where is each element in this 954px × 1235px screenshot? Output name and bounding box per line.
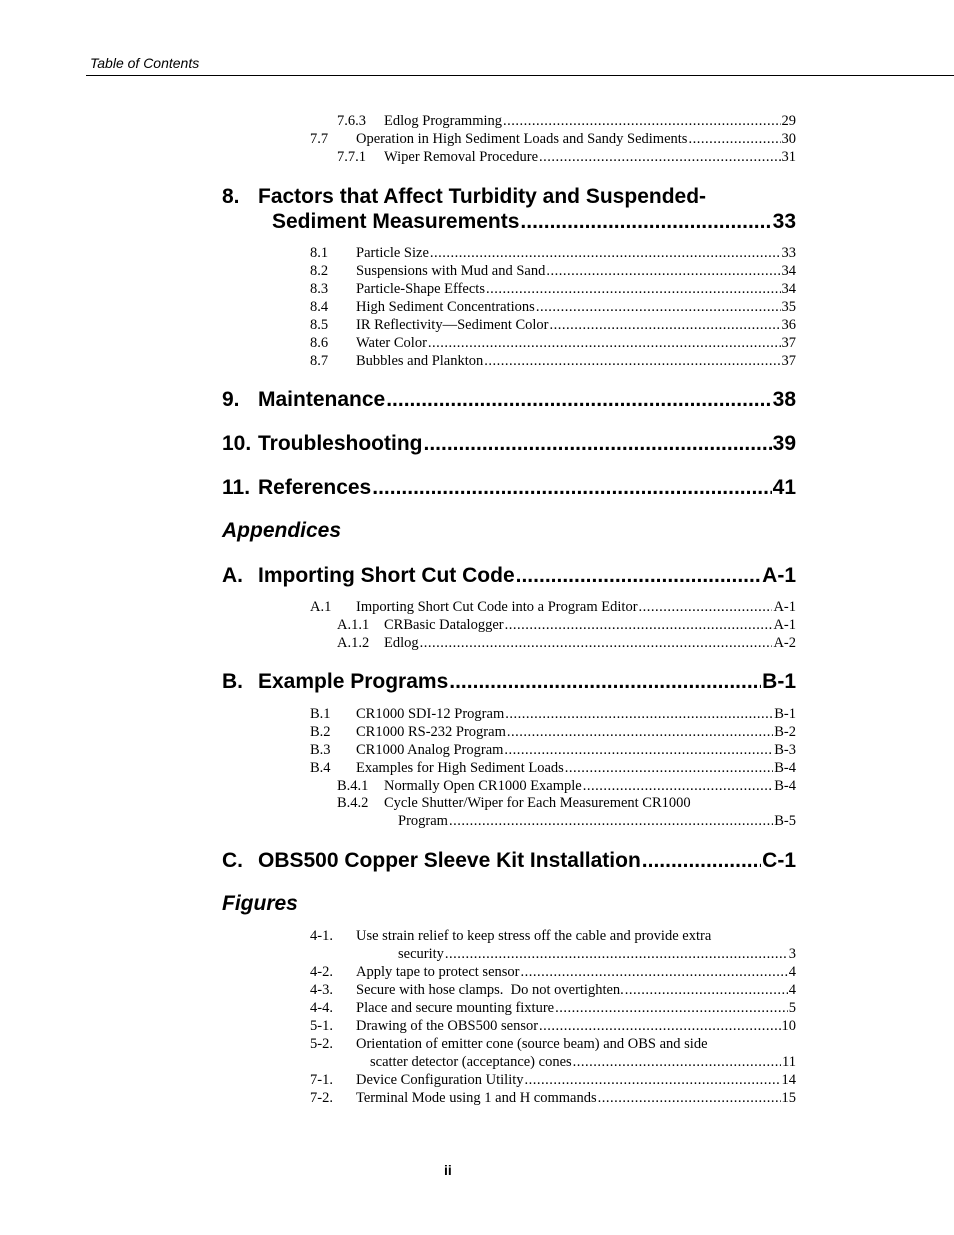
section-number: 9.	[222, 388, 240, 411]
leader-dots	[420, 634, 773, 652]
entry-title: Edlog	[384, 635, 419, 651]
figure-entry-multiline[interactable]	[310, 927, 711, 945]
toc-entry[interactable]	[337, 616, 796, 634]
entry-page: 14	[781, 1072, 796, 1088]
section-title: Factors that Affect Turbidity and Suspended-	[258, 185, 707, 208]
leader-dots	[565, 759, 773, 777]
leader-dots	[449, 669, 761, 695]
section-title: Maintenance	[258, 388, 386, 411]
entry-title: Importing Short Cut Code into a Program Editor	[356, 599, 638, 615]
entry-page: 30	[781, 131, 796, 147]
toc-entry[interactable]	[310, 723, 796, 741]
figure-entry[interactable]	[310, 1089, 796, 1107]
toc-entry[interactable]	[310, 280, 796, 298]
appendices-heading: Appendices	[222, 519, 342, 542]
entry-number: 8.2	[310, 263, 329, 279]
entry-page: B-2	[774, 724, 796, 740]
section-heading[interactable]	[222, 431, 796, 457]
entry-number: 8.6	[310, 335, 329, 351]
leader-dots	[639, 598, 773, 616]
entry-title-line1: Use strain relief to keep stress off the cable and provide extra	[356, 928, 712, 944]
section-number: 11.	[222, 476, 251, 499]
section-number: 10.	[222, 432, 252, 455]
section-number: B.	[222, 670, 243, 693]
entry-number: B.4.1	[337, 778, 369, 794]
toc-entry[interactable]	[310, 316, 796, 334]
entry-title-line1: Orientation of emitter cone (source beam) and OBS and side	[356, 1036, 708, 1052]
entry-number: 8.3	[310, 281, 329, 297]
entry-page: 31	[781, 149, 796, 165]
figure-entry-continuation[interactable]	[398, 945, 796, 963]
leader-dots	[430, 244, 781, 262]
entry-page: 11	[782, 1054, 796, 1070]
leader-dots	[625, 981, 788, 999]
section-page: A-1	[762, 564, 796, 587]
entry-title: Particle Size	[356, 245, 429, 261]
entry-title: High Sediment Concentrations	[356, 299, 535, 315]
entry-number: 7.7	[310, 131, 329, 147]
entry-page: 34	[781, 281, 796, 297]
entry-page: 29	[781, 113, 796, 129]
entry-page: A-2	[773, 635, 796, 651]
entry-page: 35	[781, 299, 796, 315]
section-title: References	[258, 476, 372, 499]
entry-number: B.4	[310, 760, 331, 776]
entry-title-line1: Cycle Shutter/Wiper for Each Measurement CR1000	[384, 795, 691, 811]
toc-entry[interactable]	[337, 634, 796, 652]
entry-page: 34	[781, 263, 796, 279]
entry-number: A.1.2	[337, 635, 370, 651]
section-number: C.	[222, 849, 243, 872]
entry-page: B-4	[774, 760, 796, 776]
entry-number: 7-2.	[310, 1090, 333, 1106]
section-page: 33	[772, 210, 796, 233]
entry-number: 5-1.	[310, 1018, 333, 1034]
section-number: 8.	[222, 185, 240, 208]
page-number: ii	[444, 1162, 452, 1178]
section-heading[interactable]	[222, 387, 796, 413]
entry-number: A.1.1	[337, 617, 370, 633]
figure-entry[interactable]	[310, 999, 796, 1017]
toc-entry[interactable]	[310, 759, 796, 777]
section-heading[interactable]	[222, 475, 796, 501]
leader-dots	[520, 209, 771, 235]
leader-dots	[516, 563, 762, 589]
leader-dots	[539, 148, 780, 166]
toc-entry[interactable]	[310, 352, 796, 370]
toc-entry[interactable]	[310, 598, 796, 616]
entry-title: Examples for High Sediment Loads	[356, 760, 564, 776]
section-title: Troubleshooting	[258, 432, 423, 455]
section-number: A.	[222, 564, 243, 587]
entry-number: B.4.2	[337, 795, 369, 811]
entry-page: 5	[788, 1000, 796, 1016]
entry-page: A-1	[773, 617, 796, 633]
section-title: Example Programs	[258, 670, 449, 693]
entry-title: Apply tape to protect sensor	[356, 964, 520, 980]
toc-entry[interactable]	[337, 112, 796, 130]
entry-number: 7.7.1	[337, 149, 366, 165]
entry-number: 4-1.	[310, 928, 333, 944]
entry-number: 7.6.3	[337, 113, 366, 129]
entry-number: B.3	[310, 742, 331, 758]
leader-dots	[486, 280, 781, 298]
leader-dots	[445, 945, 788, 963]
section-page: B-1	[762, 670, 796, 693]
leader-dots	[688, 130, 780, 148]
entry-title: CR1000 RS-232 Program	[356, 724, 506, 740]
leader-dots	[428, 334, 781, 352]
entry-page: 4	[788, 982, 796, 998]
leader-dots	[423, 431, 771, 457]
leader-dots	[573, 1053, 781, 1071]
entry-page: B-3	[774, 742, 796, 758]
entry-page: 3	[788, 946, 796, 962]
leader-dots	[372, 475, 771, 501]
entry-title: Wiper Removal Procedure	[384, 149, 539, 165]
entry-title: Terminal Mode using 1 and H commands	[356, 1090, 597, 1106]
entry-title-line2: Program	[398, 813, 448, 829]
leader-dots	[505, 705, 773, 723]
entry-page: A-1	[773, 599, 796, 615]
leader-dots	[525, 1071, 781, 1089]
toc-entry[interactable]	[310, 298, 796, 316]
entry-title-line2: scatter detector (acceptance) cones	[370, 1054, 572, 1070]
section-heading-line2[interactable]	[272, 209, 796, 235]
entry-number: 8.7	[310, 353, 329, 369]
leader-dots	[555, 999, 788, 1017]
entry-page: 10	[781, 1018, 796, 1034]
header-rule	[86, 75, 954, 76]
entry-title: Particle-Shape Effects	[356, 281, 485, 297]
section-heading[interactable]	[222, 848, 796, 874]
entry-number: 4-4.	[310, 1000, 333, 1016]
entry-title: Water Color	[356, 335, 427, 351]
entry-number: 4-3.	[310, 982, 333, 998]
leader-dots	[386, 387, 771, 413]
entry-title: Drawing of the OBS500 sensor	[356, 1018, 539, 1034]
toc-entry-continuation[interactable]	[398, 812, 796, 830]
entry-number: 7-1.	[310, 1072, 333, 1088]
figure-entry-multiline[interactable]	[310, 1035, 708, 1053]
entry-title: Place and secure mounting fixture	[356, 1000, 555, 1016]
figure-entry[interactable]	[310, 963, 796, 981]
section-title: Importing Short Cut Code	[258, 564, 515, 587]
leader-dots	[505, 616, 773, 634]
leader-dots	[539, 1017, 780, 1035]
figure-entry-continuation[interactable]	[370, 1053, 796, 1071]
toc-entry[interactable]	[310, 705, 796, 723]
section-heading[interactable]	[222, 563, 796, 589]
entry-number: A.1	[310, 599, 332, 615]
entry-page: B-1	[774, 706, 796, 722]
section-page: C-1	[762, 849, 796, 872]
section-title: OBS500 Copper Sleeve Kit Installation	[258, 849, 641, 872]
entry-number: 8.1	[310, 245, 329, 261]
entry-number: B.2	[310, 724, 331, 740]
toc-entry[interactable]	[310, 262, 796, 280]
leader-dots	[504, 741, 773, 759]
leader-dots	[484, 352, 780, 370]
entry-number: B.1	[310, 706, 331, 722]
entry-title: Secure with hose clamps. Do not overtighten.	[356, 982, 624, 998]
leader-dots	[583, 777, 774, 795]
entry-number: 8.5	[310, 317, 329, 333]
entry-page: B-4	[774, 778, 796, 794]
entry-title: Bubbles and Plankton	[356, 353, 484, 369]
entry-number: 4-2.	[310, 964, 333, 980]
entry-page: 15	[781, 1090, 796, 1106]
entry-title: IR Reflectivity—Sediment Color	[356, 317, 549, 333]
section-page: 39	[772, 432, 796, 455]
figure-entry[interactable]	[310, 981, 796, 999]
leader-dots	[521, 963, 788, 981]
entry-title: CR1000 SDI-12 Program	[356, 706, 505, 722]
running-header: Table of Contents	[90, 55, 200, 71]
entry-title: Normally Open CR1000 Example	[384, 778, 582, 794]
figure-entry[interactable]	[310, 1017, 796, 1035]
entry-page: B-5	[774, 813, 796, 829]
toc-entry[interactable]	[310, 130, 796, 148]
leader-dots	[550, 316, 781, 334]
section-heading[interactable]	[222, 669, 796, 695]
leader-dots	[536, 298, 781, 316]
entry-title-line2: security	[398, 946, 444, 962]
leader-dots	[546, 262, 780, 280]
entry-title: Edlog Programming	[384, 113, 503, 129]
entry-page: 4	[788, 964, 796, 980]
figure-entry[interactable]	[310, 1071, 796, 1089]
entry-title: Suspensions with Mud and Sand	[356, 263, 546, 279]
leader-dots	[449, 812, 773, 830]
toc-entry[interactable]	[310, 244, 796, 262]
entry-page: 37	[781, 353, 796, 369]
leader-dots	[642, 848, 761, 874]
toc-entry[interactable]	[310, 334, 796, 352]
entry-number: 8.4	[310, 299, 329, 315]
toc-entry[interactable]	[337, 148, 796, 166]
entry-title: CRBasic Datalogger	[384, 617, 504, 633]
entry-title: Operation in High Sediment Loads and Sandy Sediments	[356, 131, 688, 147]
section-title: Sediment Measurements	[272, 210, 520, 233]
entry-page: 37	[781, 335, 796, 351]
leader-dots	[598, 1089, 781, 1107]
entry-number: 5-2.	[310, 1036, 333, 1052]
toc-entry[interactable]	[337, 777, 796, 795]
section-page: 41	[772, 476, 796, 499]
leader-dots	[503, 112, 780, 130]
entry-title: CR1000 Analog Program	[356, 742, 504, 758]
entry-page: 33	[781, 245, 796, 261]
figures-heading: Figures	[222, 892, 298, 915]
leader-dots	[507, 723, 773, 741]
toc-entry[interactable]	[310, 741, 796, 759]
toc-entry-multiline[interactable]	[337, 794, 691, 812]
section-heading-line1[interactable]	[222, 184, 706, 210]
section-page: 38	[772, 388, 796, 411]
entry-title: Device Configuration Utility	[356, 1072, 524, 1088]
entry-page: 36	[781, 317, 796, 333]
